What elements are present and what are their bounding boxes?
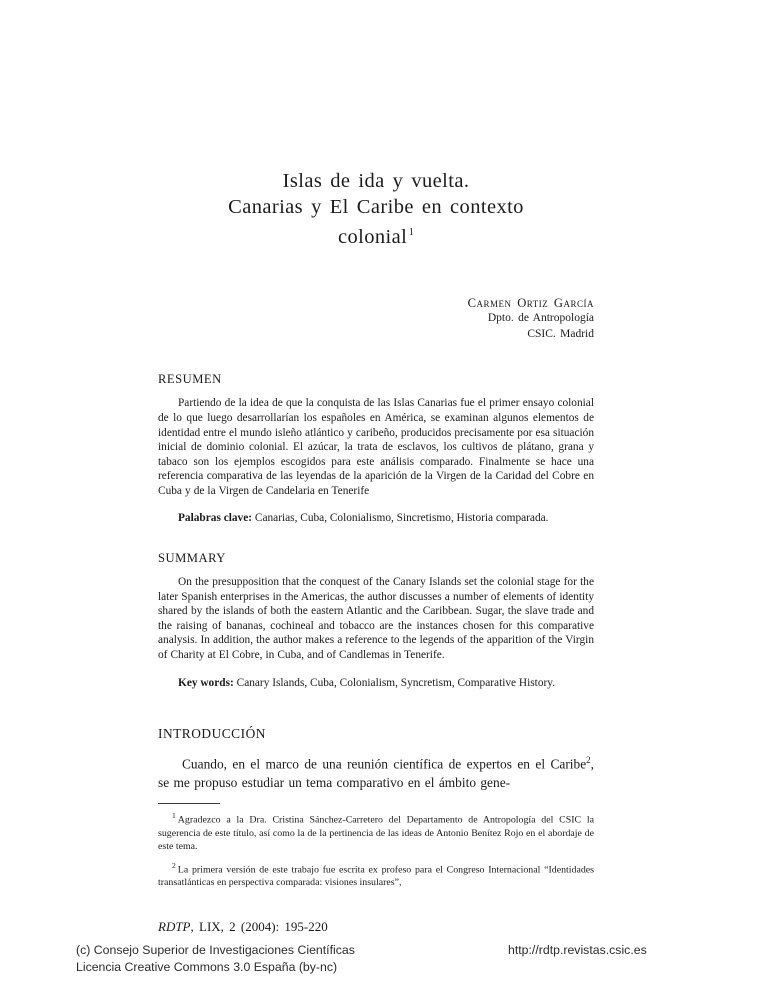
page-title: [158, 0, 594, 250]
title-line-3: [158, 220, 594, 250]
footnote-1-text: Agradezco a la Dra. Cristina Sánchez-Carretero del Departamento de Antropología del CSIC la sugerencia de este título, así como la de la pertinencia de las ideas de Antonio Benítez Rojo en el abordaje de este tema.: [158, 814, 594, 852]
resumen-text: Partiendo de la idea de que la conquista de las Islas Canarias fue el primer ensayo colonial de lo que luego desarrollarían los españoles en América, se examinan algunos elementos de identidad entre el mundo isleño atlántico y caribeño, producidos precisamente por esa situación inicial de dominio colonial. El azúcar, la trata de esclavos, los cultivos de plátano, grana y tabaco son los ejemplos escogidos para este análisis comparado. Finalmente se hace una referencia comparativa de las leyendas de la aparición de la Virgen de la Caridad del Cobre en Cuba y de la Virgen de Candelaria en Tenerife: [158, 397, 594, 497]
footer-url[interactable]: http://rdtp.revistas.csic.es: [508, 943, 647, 957]
footnote-1-marker: 1: [172, 811, 176, 821]
resumen-heading: RESUMEN: [158, 372, 222, 387]
footer-copyright-block: [76, 942, 355, 976]
palabras-clave-label: Palabras clave:: [178, 512, 253, 525]
footer-copyright-line: (c) Consejo Superior de Investigaciones Científicas: [76, 943, 355, 957]
journal-citation-details: , LIX, 2 (2004): 195-220: [190, 919, 328, 935]
footnote-area: [158, 803, 594, 889]
summary-heading: SUMMARY: [158, 551, 226, 566]
footnote-2: [158, 859, 594, 889]
intro-footnote-ref: 2: [586, 755, 591, 766]
footnote-2-text: La primera versión de este trabajo fue escrita ex profeso para el Congreso Internacional “Identidades transatlánticas en perspectiva comparada: visiones insulares”,: [158, 863, 594, 889]
footnote-1: [158, 809, 594, 853]
footnote-2-marker: 2: [172, 860, 176, 870]
key-words-values: Canary Islands, Cuba, Colonialism, Syncretism, Comparative History.: [236, 676, 556, 689]
intro-text-part2: , se me propuso estudiar un tema comparativo en el ámbito gene-: [158, 756, 594, 790]
journal-citation: [158, 919, 594, 935]
content-column: [158, 0, 594, 948]
journal-abbreviation: RDTP: [158, 919, 191, 935]
author-name: Carmen Ortiz García: [467, 295, 594, 310]
introduccion-paragraph: [158, 751, 594, 792]
introduccion-heading: INTRODUCCIÓN: [158, 726, 266, 742]
palabras-clave-values: Canarias, Cuba, Colonialismo, Sincretismo, Historia comparada.: [254, 512, 549, 525]
title-line-3-text: colonial: [338, 225, 408, 248]
key-words-line: [158, 676, 594, 691]
author-department: Dpto. de Antropología: [487, 312, 594, 325]
palabras-clave-line: [158, 511, 594, 526]
title-line-2: Canarias y El Caribe en contexto: [228, 196, 524, 218]
author-affiliation: CSIC. Madrid: [527, 327, 594, 340]
footer-license-line: Licencia Creative Commons 3.0 España (by-nc): [76, 960, 338, 974]
title-line-1: Islas de ida y vuelta.: [282, 170, 470, 192]
author-block: [158, 296, 594, 343]
key-words-label: Key words:: [178, 676, 234, 689]
intro-text-part1: Cuando, en el marco de una reunión científica de expertos en el Caribe: [182, 756, 587, 772]
footnote-separator-rule: [158, 803, 220, 804]
summary-text: On the presupposition that the conquest of the Canary Islands set the colonial stage for the later Spanish enterprises in the Americas, the author discusses a number of elements of identity shared by the islands of both the eastern Atlantic and the Caribbean. Sugar, the slave trade and the raising of bananas, cochineal and tobacco are the instances chosen for this comparative analysis. In addition, the author makes a reference to the legends of the apparition of the Virgin of Charity at El Cobre, in Cuba, and of Candlemas in Tenerife.: [158, 576, 594, 662]
viewer-footer: [0, 938, 768, 994]
title-footnote-ref: 1: [408, 227, 414, 238]
